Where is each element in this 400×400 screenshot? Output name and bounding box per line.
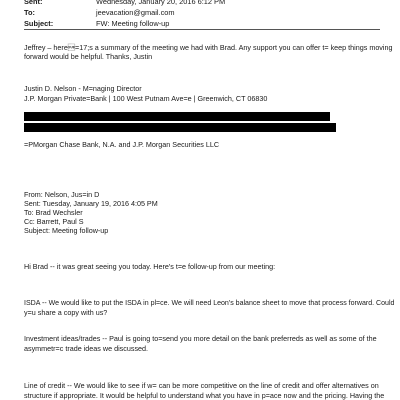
email-header bbox=[24, 0, 384, 29]
intro-line-2: forward would be helpful. Thanks, Justin bbox=[24, 52, 153, 61]
fwd-cc: Cc: Barrett, Paul S bbox=[24, 217, 84, 226]
body-credit-line-2: structure if appropriate. It would be helpful to understand what you have in p=ace now and the pricing. Having the bbox=[24, 391, 385, 400]
sent-label: Sent: bbox=[24, 0, 43, 6]
signature-address: J.P. Morgan Private=Bank | 100 West Putnam Ave=e | Greenwich, CT 06830 bbox=[24, 94, 268, 103]
body-investment-line-1: Investment ideas/trades -- Paul is going to=send you more detail on the bank preferreds as well as some of the bbox=[24, 334, 377, 343]
body-credit-line-1: Line of credit -- We would like to see if w= can be more competitive on the line of credit and offer alternatives on bbox=[24, 381, 379, 390]
to-value: jeevacation@gmail.com bbox=[96, 8, 175, 17]
fwd-sent: Sent: Tuesday, January 19, 2016 4:05 PM bbox=[24, 199, 158, 208]
body-isda-line-1: ISDA -- We would like to put the ISDA in pl=ce. We will need Leon's balance sheet to move that process forward. Could bbox=[24, 298, 395, 307]
body-investment-line-2: asymmetr=c trade ideas we discussed. bbox=[24, 344, 149, 353]
fwd-to: To: Brad Wechsler bbox=[24, 208, 83, 217]
subject-value: FW: Meeting follow-up bbox=[96, 19, 170, 28]
fwd-from: From: Nelson, Jus=in D bbox=[24, 190, 100, 199]
signature-name: Justin D. Nelson - M=naging Director bbox=[24, 84, 142, 93]
redaction-bar bbox=[24, 112, 330, 121]
disclaimer-line: =PMorgan Chase Bank, N.A. and J.P. Morgan Securities LLC bbox=[24, 140, 220, 149]
sent-row bbox=[24, 0, 384, 7]
redaction-bar bbox=[24, 123, 336, 132]
to-label: To: bbox=[24, 8, 35, 17]
subject-label: Subject: bbox=[24, 19, 54, 28]
fwd-subject: Subject: Meeting follow-up bbox=[24, 226, 109, 235]
subject-row bbox=[24, 18, 384, 29]
to-row bbox=[24, 7, 384, 18]
sent-value: Wednesday, January 20, 2016 6:12 PM bbox=[96, 0, 226, 6]
body-greeting: Hi Brad -- it was great seeing you today. Here's t=e follow-up from our meeting: bbox=[24, 262, 276, 271]
body-isda-line-2: y=u share a copy with us? bbox=[24, 308, 108, 317]
intro-line-1: Jeffrey – here=17;s a summary of the meeting we had with Brad. Any support you can offer t= keep things moving bbox=[24, 43, 393, 52]
header-divider bbox=[24, 29, 380, 30]
